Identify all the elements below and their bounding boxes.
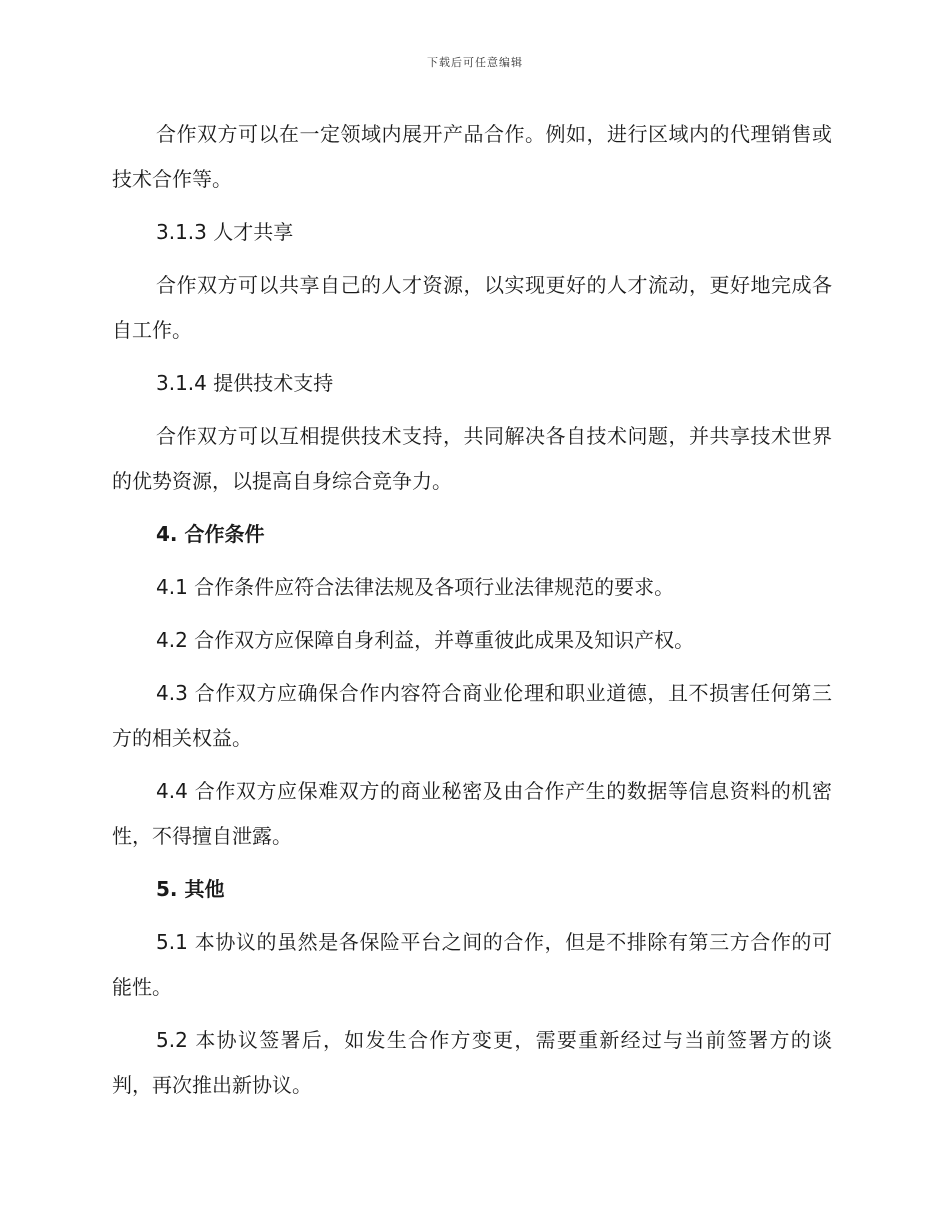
heading-3-1-4: 3.1.4 提供技术支持: [156, 371, 334, 395]
heading-3-1-3: 3.1.3 人才共享: [156, 220, 294, 244]
paragraph-product-cooperation: 合作双方可以在一定领域内展开产品合作。例如，进行区域内的代理销售或技术合作等。: [112, 122, 832, 191]
section-heading-5: 5. 其他: [156, 877, 225, 901]
paragraph-talent-sharing: 合作双方可以共享自己的人才资源，以实现更好的人才流动，更好地完成各自工作。: [112, 273, 832, 342]
paragraph-5-2: 5.2 本协议签署后，如发生合作方变更，需要重新经过与当前签署方的谈判，再次推出新协议。: [112, 1028, 832, 1097]
paragraph-5-1: 5.1 本协议的虽然是各保险平台之间的合作，但是不排除有第三方合作的可能性。: [112, 930, 832, 999]
document-body: [112, 112, 832, 1116]
paragraph-4-2: 4.2 合作双方应保障自身利益，并尊重彼此成果及知识产权。: [156, 628, 695, 652]
page-header: 下载后可任意编辑: [427, 56, 523, 69]
paragraph-4-1: 4.1 合作条件应符合法律法规及各项行业法律规范的要求。: [156, 575, 675, 599]
paragraph-technical-support: 合作双方可以互相提供技术支持，共同解决各自技术问题，并共享技术世界的优势资源，以提高自身综合竞争力。: [112, 424, 832, 493]
section-heading-4: 4. 合作条件: [156, 522, 265, 546]
paragraph-4-4: 4.4 合作双方应保难双方的商业秘密及由合作产生的数据等信息资料的机密性，不得擅自泄露。: [112, 779, 832, 848]
paragraph-4-3: 4.3 合作双方应确保合作内容符合商业伦理和职业道德，且不损害任何第三方的相关权益。: [112, 681, 832, 750]
